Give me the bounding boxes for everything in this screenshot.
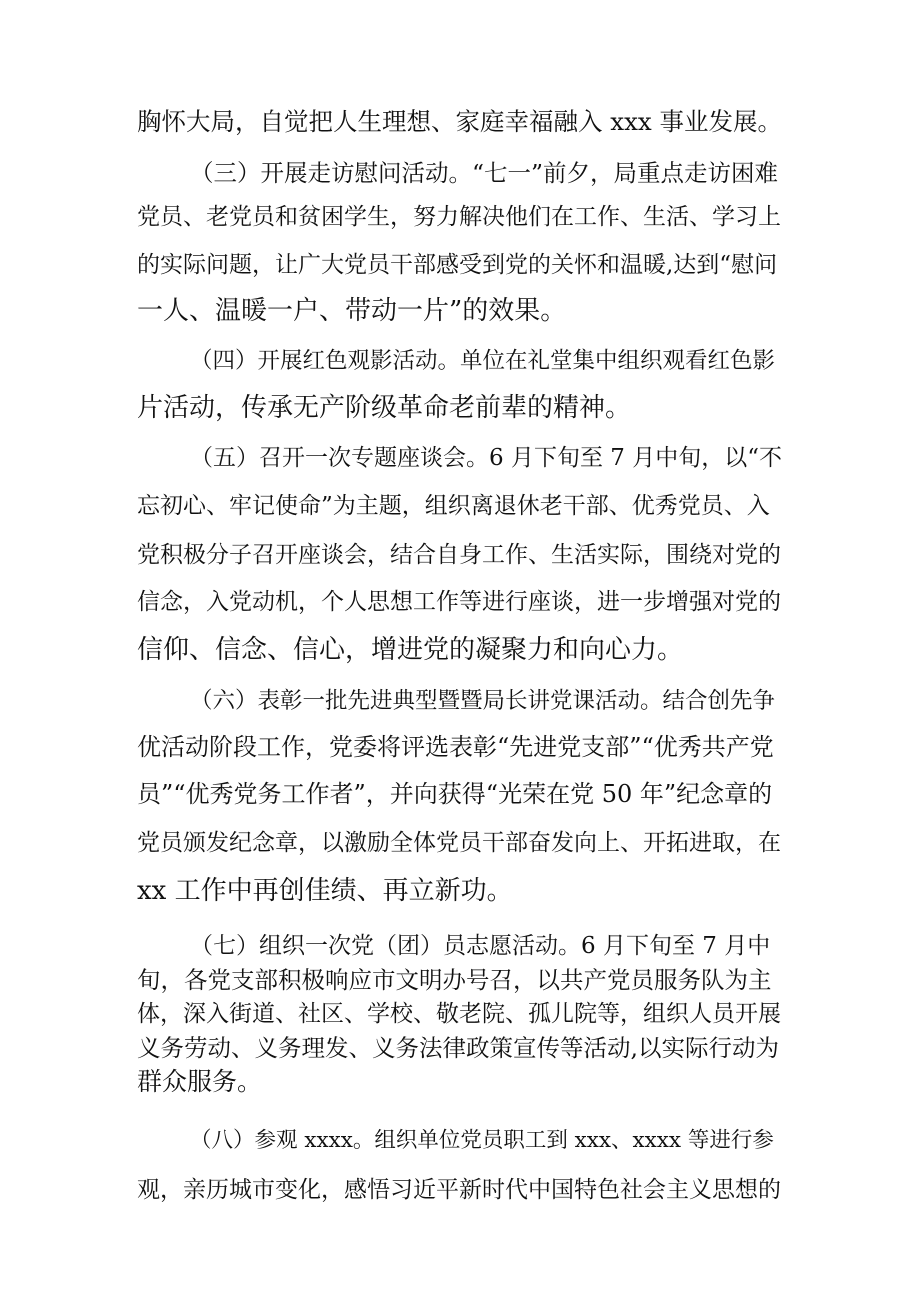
text-line: xx 工作中再创佳绩、再立新功。 — [137, 876, 513, 906]
text-line: 一人、温暖一户、带动一片”的效果。 — [137, 296, 567, 326]
text-line: 片活动，传承无产阶级革命老前辈的精神。 — [137, 393, 632, 423]
text-line: 群众服务。 — [137, 1067, 263, 1096]
text-line: 胸怀大局，自觉把人生理想、家庭幸福融入 xxx 事业发展。 — [137, 107, 783, 136]
text-line: （六）表彰一批先进典型暨暨局长讲党课活动。结合创先争 — [190, 688, 776, 714]
text-line: 优活动阶段工作，党委将评选表彰“先进党支部”“优秀共产党 — [137, 733, 774, 761]
text-line: （七）组织一次党（团）员志愿活动。6 月下旬至 7 月中 — [190, 933, 771, 959]
text-line: 旬，各党支部积极响应市文明办号召，以共产党员服务队为主 — [137, 966, 772, 994]
text-line: （三）开展走访慰问活动。“七一”前夕，局重点走访困难 — [190, 159, 779, 187]
text-line: 信念，入党动机，个人思想工作等进行座谈，进一步增强对党的 — [137, 589, 781, 615]
text-line: 义务劳动、义务理发、义务法律政策宣传等活动,以实际行动为 — [137, 1034, 779, 1062]
text-line: 的实际问题，让广大党员干部感受到党的关怀和温暖,达到“慰问 — [137, 252, 778, 278]
text-line: 党员颁发纪念章，以激励全体党员干部奋发向上、开拓进取，在 — [137, 830, 781, 856]
text-line: 党积极分子召开座谈会，结合自身工作、生活实际，围绕对党的 — [137, 542, 781, 568]
text-line: 信仰、信念、信心，增进党的凝聚力和向心力。 — [137, 635, 684, 665]
text-line: （八）参观 xxxx。组织单位党员职工到 xxx、xxxx 等进行参 — [190, 1128, 774, 1153]
text-line: 忘初心、牢记使命”为主题，组织离退休老干部、优秀党员、入 — [137, 493, 770, 519]
text-line: 员”“优秀党务工作者”，并向获得“光荣在党 50 年”纪念章的 — [137, 780, 773, 808]
text-line: 党员、老党员和贫困学生，努力解决他们在工作、生活、学习上 — [137, 204, 781, 230]
text-line: 体，深入街道、社区、学校、敬老院、孤儿院等，组织人员开展 — [137, 1001, 781, 1027]
text-line: （四）开展红色观影活动。单位在礼堂集中组织观看红色影 — [190, 348, 776, 374]
text-line: 观，亲历城市变化，感悟习近平新时代中国特色社会主义思想的 — [137, 1177, 781, 1203]
text-line: （五）召开一次专题座谈会。6 月下旬至 7 月中旬，以“不 — [190, 445, 782, 471]
